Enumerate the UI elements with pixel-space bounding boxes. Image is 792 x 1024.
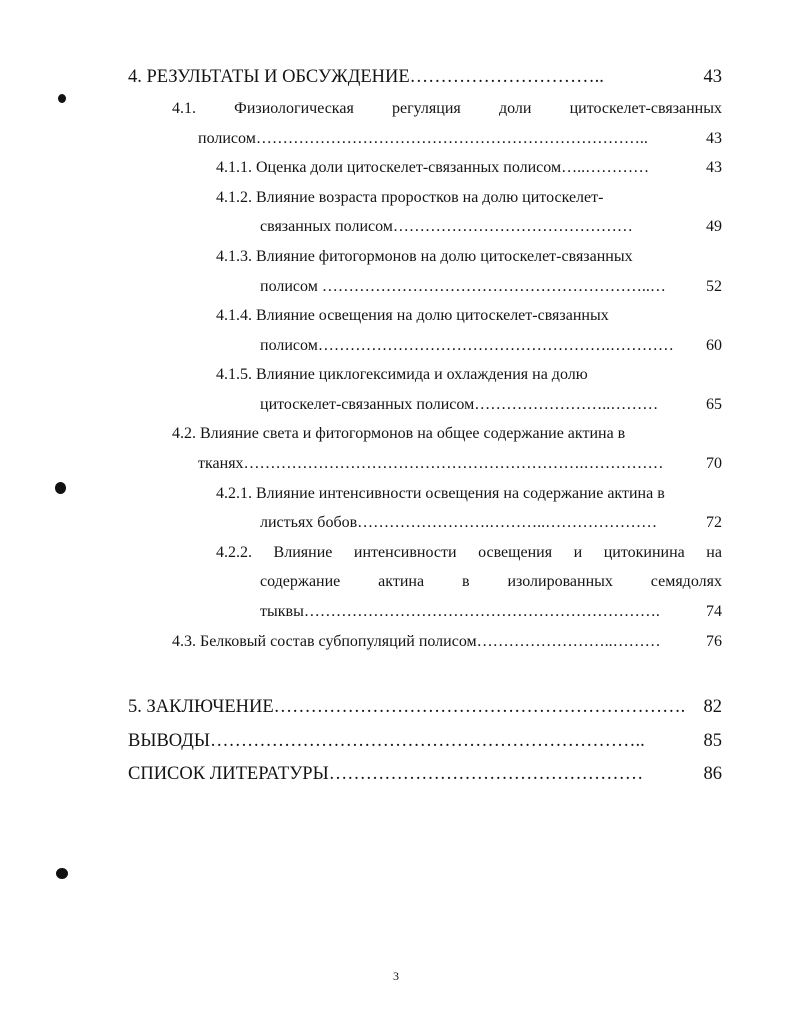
toc-word: освещения xyxy=(478,544,553,561)
toc-entry-4-1-4-line1[interactable]: 4.1.4. Влияние освещения на долю цитоскелет-связанных xyxy=(216,307,609,324)
toc-word: Влияние xyxy=(273,544,333,561)
toc-word: цитокинина xyxy=(603,544,685,561)
toc-entry-4-1-3-line2: полисом ……………………………………………………..… xyxy=(260,278,666,295)
toc-leader: ………………………….. xyxy=(409,67,604,87)
toc-section-4[interactable] xyxy=(128,68,604,87)
toc-word: семядолях xyxy=(650,573,722,590)
toc-page-number: 65 xyxy=(706,396,722,413)
toc-word: цитоскелет-связанных xyxy=(569,100,722,117)
toc-title: 4. РЕЗУЛЬТАТЫ И ОБСУЖДЕНИЕ xyxy=(128,67,410,87)
punch-hole-mark xyxy=(56,868,68,879)
toc-section-5[interactable]: 5. ЗАКЛЮЧЕНИЕ…………………………………………………………. xyxy=(128,697,686,717)
toc-page-number: 72 xyxy=(706,514,722,531)
toc-entry-4-1-2-line1[interactable]: 4.1.2. Влияние возраста проростков на долю цитоскелет- xyxy=(216,189,604,206)
toc-entry-4-2-1-line2: листьях бобов…………………….………..………………… xyxy=(260,514,658,531)
toc-word: актина xyxy=(378,573,425,590)
toc-entry-4-2-line1[interactable]: 4.2. Влияние света и фитогормонов на общее содержание актина в xyxy=(172,425,626,442)
toc-entry-4-1-5-line2: цитоскелет-связанных полисом……………………..……… xyxy=(260,396,659,413)
toc-page-number: 86 xyxy=(703,764,722,784)
toc-word: на xyxy=(706,544,722,561)
toc-conclusions[interactable]: ВЫВОДЫ…………………………………………………………….. xyxy=(128,731,645,751)
punch-hole-mark xyxy=(58,94,66,103)
toc-word: регуляция xyxy=(391,100,461,117)
toc-entry-4-1-line1[interactable] xyxy=(172,101,722,117)
toc-entry-4-1-4-line2: полисом……………………………………………….………… xyxy=(260,337,674,354)
toc-page-number: 74 xyxy=(706,603,722,620)
toc-page-number: 60 xyxy=(706,337,722,354)
toc-entry-4-1-line2: полисом……………………………………………………………….. xyxy=(198,130,648,147)
toc-word: содержание xyxy=(260,573,341,590)
toc-entry-4-1-1[interactable]: 4.1.1. Оценка доли цитоскелет-связанных полисом…..………… xyxy=(216,159,650,176)
toc-page-number: 43 xyxy=(703,67,722,87)
toc-word: интенсивности xyxy=(353,544,457,561)
toc-entry-4-2-1-line1[interactable]: 4.2.1. Влияние интенсивности освещения на содержание актина в xyxy=(216,485,665,502)
toc-word: в xyxy=(461,573,470,590)
toc-entry-4-3[interactable]: 4.3. Белковый состав субпопуляций полисом……………………..……… xyxy=(172,633,661,650)
toc-page-number: 43 xyxy=(706,159,722,176)
toc-entry-4-1-2-line2: связанных полисом……………………………………… xyxy=(260,218,633,235)
toc-page-number: 43 xyxy=(706,130,722,147)
toc-page-number: 70 xyxy=(706,455,722,472)
toc-entry-4-2-2-line3: тыквы…………………………………………………………. xyxy=(260,603,660,620)
page-number: 3 xyxy=(393,969,399,983)
toc-word: Физиологическая xyxy=(234,100,354,117)
toc-word: и xyxy=(573,544,583,561)
toc-entry-4-2-2-line1[interactable] xyxy=(216,545,722,561)
toc-word: доли xyxy=(498,100,532,117)
toc-word: 4.2.2. xyxy=(216,544,252,561)
toc-entry-4-1-3-line1[interactable]: 4.1.3. Влияние фитогормонов на долю цитоскелет-связанных xyxy=(216,248,633,265)
toc-entry-4-2-line2: тканях……………………………………………………….…………… xyxy=(198,455,664,472)
toc-entry-4-1-5-line1[interactable]: 4.1.5. Влияние циклогексимида и охлаждения на долю xyxy=(216,366,588,383)
toc-page-number: 82 xyxy=(703,697,722,717)
punch-hole-mark xyxy=(55,482,66,494)
toc-word: изолированных xyxy=(507,573,613,590)
toc-entry-4-2-2-line2 xyxy=(260,574,722,590)
toc-page-number: 76 xyxy=(706,633,722,650)
toc-page-number: 49 xyxy=(706,218,722,235)
toc-page-number: 85 xyxy=(703,731,722,751)
toc-number: 4.1. xyxy=(172,100,196,117)
toc-page-number: 52 xyxy=(706,278,722,295)
toc-references[interactable]: СПИСОК ЛИТЕРАТУРЫ…………………………………………… xyxy=(128,764,644,784)
